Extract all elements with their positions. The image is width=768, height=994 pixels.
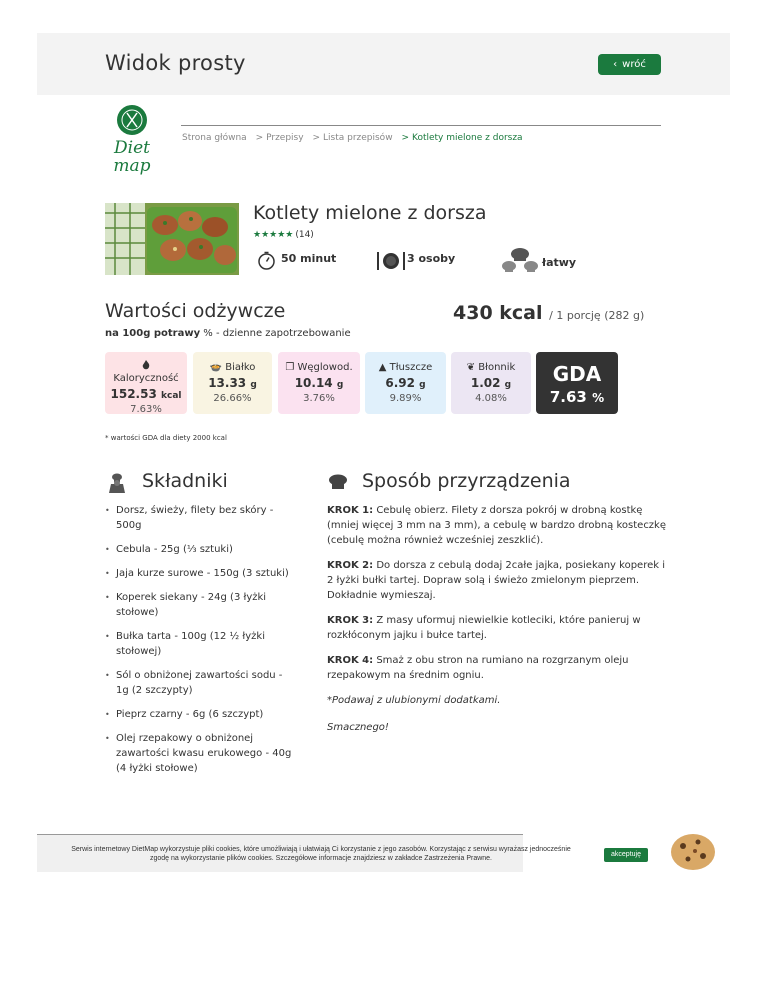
back-button-label: wróć bbox=[622, 59, 646, 70]
list-item: • Jaja kurze surowe - 150g (3 sztuki) bbox=[105, 566, 295, 581]
closing-text: Smacznego! bbox=[327, 722, 389, 733]
dietmap-logo[interactable] bbox=[103, 105, 161, 185]
preparation-steps bbox=[327, 503, 667, 747]
nutrient-value: 13.33 g bbox=[208, 376, 257, 390]
breadcrumb-divider bbox=[181, 125, 661, 126]
logo-text: Diet map bbox=[113, 138, 151, 176]
back-button[interactable] bbox=[598, 54, 661, 75]
serving-note: *Podawaj z ulubionymi dodatkami. bbox=[327, 695, 501, 706]
nutrient-percent: 4.08% bbox=[475, 393, 507, 404]
flame-icon bbox=[105, 360, 187, 373]
list-item: • Pieprz czarny - 6g (6 szczypt) bbox=[105, 707, 295, 722]
breadcrumb-separator: > bbox=[401, 133, 409, 143]
chef-hats-icon bbox=[500, 246, 540, 277]
difficulty-value: łatwy bbox=[542, 256, 577, 269]
plate-cutlery-icon bbox=[376, 250, 406, 275]
rating[interactable] bbox=[253, 230, 314, 240]
nutrient-value: 152.53 kcal bbox=[110, 387, 182, 401]
kcal-per-portion bbox=[453, 302, 644, 324]
nutrient-card-fiber bbox=[451, 352, 531, 414]
chevron-left-icon: ‹ bbox=[613, 59, 618, 70]
chef-icon bbox=[106, 472, 128, 498]
stopwatch-icon bbox=[257, 251, 276, 273]
kcal-portion-size: / 1 porcję (282 g) bbox=[549, 309, 645, 322]
step-1: KROK 1: Cebulę obierz. Filety z dorsza pokrój w drobną kostkę (mniej więcej 3 mm na 3 mm), a cebulę w bardzo drobną kosteczkę (cebulę można również wcześniej zeszklić). bbox=[327, 505, 667, 546]
recipe-photo bbox=[105, 203, 239, 275]
ingredients-list bbox=[105, 503, 295, 785]
fat-icon: ▲ bbox=[378, 362, 387, 373]
nutrient-label: Białko bbox=[225, 362, 256, 373]
gda-label: GDA bbox=[552, 362, 602, 386]
gda-footnote: * wartości GDA dla diety 2000 kcal bbox=[105, 434, 227, 442]
nutrient-label: Błonnik bbox=[478, 362, 516, 373]
star-rating-icon: ★★★★★ bbox=[253, 230, 294, 240]
step-4: KROK 4: Smaż z obu stron na rumiano na rozgrzanym oleju rzepakowym na średnim ogniu. bbox=[327, 655, 629, 681]
chef-hat-icon bbox=[327, 474, 349, 494]
nutrient-value: 1.02 g bbox=[470, 376, 512, 390]
fiber-icon: ❦ bbox=[466, 362, 476, 373]
protein-icon: 🍲 bbox=[209, 362, 223, 373]
ingredients-title: Składniki bbox=[142, 470, 228, 492]
step-2: KROK 2: Do dorsza z cebulą dodaj 2całe jajka, posiekany koperek i 2 łyżki bułki tartej. Dopraw solą i świeżo zmielonym pieprzem. Dokładnie wymieszaj. bbox=[327, 560, 665, 601]
page-title: Widok prosty bbox=[105, 51, 246, 75]
nutrient-label: Tłuszcze bbox=[389, 362, 433, 373]
preparation-title: Sposób przyrządzenia bbox=[362, 470, 571, 492]
nutrient-value: 6.92 g bbox=[385, 376, 426, 390]
list-item: • Cebula - 25g (⅓ sztuki) bbox=[105, 542, 295, 557]
gda-value: 7.63 % bbox=[549, 388, 605, 406]
cutlery-icon bbox=[117, 105, 147, 135]
cookie-image bbox=[668, 832, 718, 872]
rating-count: (14) bbox=[295, 230, 314, 240]
nutrient-percent: 3.76% bbox=[303, 393, 335, 404]
nutrient-label: Kaloryczność bbox=[113, 373, 179, 384]
breadcrumb-separator: > bbox=[312, 133, 320, 143]
breadcrumb-home[interactable]: Strona główna bbox=[182, 133, 247, 143]
cookie-text: Serwis internetowy DietMap wykorzystuje pliki cookies, które umożliwiają i ułatwiają Ci korzystanie z jego zasobów. Korzystając z serwisu wyrażasz jednocześnie zgodę na wykorzystanie plików cookies. Szczegółowe informacje znajdziesz w zakładce Zastrzeżenia Prawne. bbox=[71, 846, 571, 862]
servings-value: 3 osoby bbox=[407, 252, 456, 265]
accept-cookies-button[interactable]: akceptuję bbox=[604, 848, 648, 862]
breadcrumb bbox=[182, 133, 523, 143]
list-item: • Sól o obniżonej zawartości sodu - 1g (2 szczypty) bbox=[105, 668, 295, 698]
list-item: • Olej rzepakowy o obniżonej zawartości kwasu erukowego - 40g (4 łyżki stołowe) bbox=[105, 731, 295, 776]
per-100g-note: na 100g potrawy % - dzienne zapotrzebowanie bbox=[105, 328, 351, 339]
list-item: • Dorsz, świeży, filety bez skóry - 500g bbox=[105, 503, 295, 533]
step-3: KROK 3: Z masy uformuj niewielkie kotleciki, które panieruj w rozkłóconym jajku i bułce tartej. bbox=[327, 615, 641, 641]
top-bar bbox=[37, 33, 730, 95]
kcal-total: 430 kcal bbox=[453, 302, 543, 324]
list-item: • Bułka tarta - 100g (12 ½ łyżki stołowej) bbox=[105, 629, 295, 659]
nutrient-label: Węglowod. bbox=[297, 362, 353, 373]
list-item: • Koperek siekany - 24g (3 łyżki stołowe) bbox=[105, 590, 295, 620]
nutrient-card-calories bbox=[105, 352, 187, 414]
nutrient-percent: 26.66% bbox=[213, 393, 252, 404]
nutrient-value: 10.14 g bbox=[294, 376, 344, 390]
breadcrumb-separator: > bbox=[255, 133, 264, 143]
breadcrumb-recipes[interactable]: Przepisy bbox=[266, 133, 304, 143]
nutrient-percent: 9.89% bbox=[389, 393, 422, 404]
recipe-title: Kotlety mielone z dorsza bbox=[253, 202, 487, 224]
carbs-icon: ❐ bbox=[285, 362, 295, 373]
breadcrumb-current: Kotlety mielone z dorsza bbox=[411, 133, 523, 143]
gda-card bbox=[536, 352, 618, 414]
nutrition-title: Wartości odżywcze bbox=[105, 300, 286, 322]
breadcrumb-recipe-list[interactable]: Lista przepisów bbox=[323, 133, 393, 143]
nutrient-card-protein bbox=[193, 352, 272, 414]
nutrient-card-fat bbox=[365, 352, 446, 414]
prep-time-value: 50 minut bbox=[281, 252, 337, 265]
nutrient-card-carbs bbox=[278, 352, 360, 414]
nutrient-percent: 7.63% bbox=[130, 404, 162, 415]
cookie-banner bbox=[37, 834, 571, 872]
